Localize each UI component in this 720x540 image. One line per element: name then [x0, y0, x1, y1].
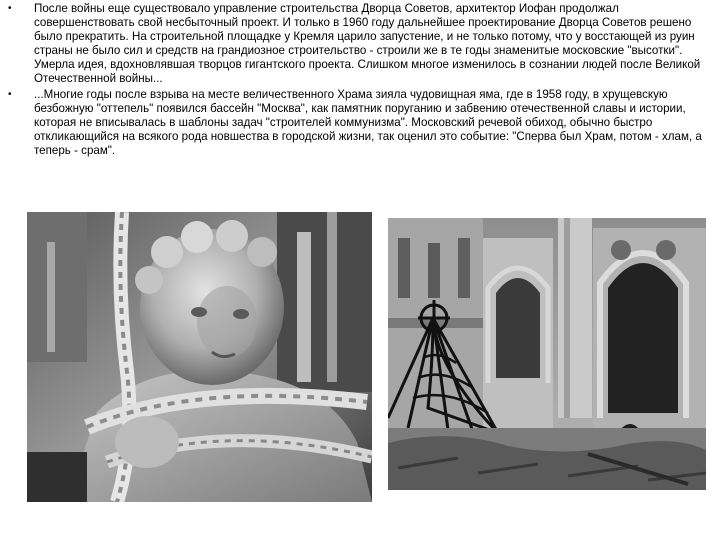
- cathedral-photo-drawing: [388, 218, 706, 490]
- bullet-item-postwar: [8, 2, 712, 87]
- bullet-marker: •: [8, 88, 12, 100]
- cathedral-demolition-photo: [388, 218, 706, 490]
- bullet-marker: •: [8, 3, 12, 14]
- bullet-text-postwar: После войны еще существовало управление строительства Дворца Советов, архитектор Иофан продолжал совершенствовать свой несбыточный проект. И только в 1960 году дальнейшее проектирование Дворца Советов решено было прекратить. На строительной площадке у Кремля царило запустение, и не только потому, что у восстающей из руин страны не было сил и средств на грандиозное строительство - строили же в те годы знаменитые московские "высотки". Умерла идея, вдохновлявшая творцов гигантского проекта. Слишком многое изменилось в сознании людей после Великой Отечественной войны...: [34, 2, 701, 86]
- bullet-text-pool: ...Многие годы после взрыва на месте величественного Храма зияла чудовищная яма, где в 1958 году, в хрущевскую безбожную "оттепель" появился бассейн "Москва", как памятник поруганию и забвению отечественной славы и истории, которая не вписывалась в шаблоны задач "строителей коммунизма". Московский речевой обиход, обычно быстро откликающийся на всякого рода новшества в городской жизни, так оценил это событие: "Сперва был Храм, потом - хлам, а теперь - срам".: [34, 87, 702, 157]
- statue-photo-drawing: [27, 212, 372, 502]
- bullet-item-pool: [8, 88, 712, 158]
- statue-with-ropes-photo: [27, 212, 372, 502]
- bullet-list: [8, 2, 712, 159]
